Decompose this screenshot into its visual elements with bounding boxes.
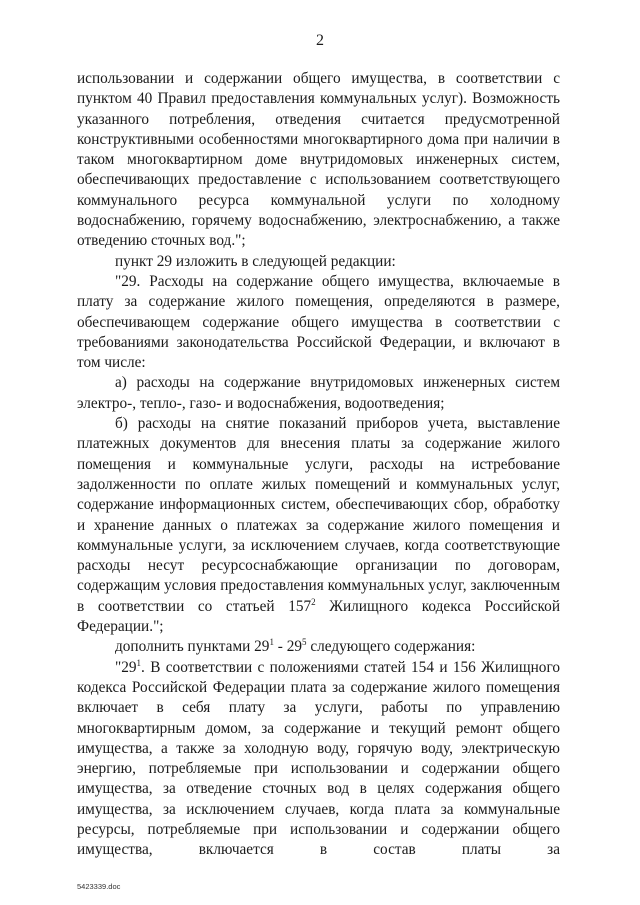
paragraph-item-29-intro: пункт 29 изложить в следующей редакции:: [115, 252, 396, 270]
subitem-b-text: б) расходы на снятие показаний приборов учета, выставление платежных документов для внесения платы за содержание жилого помещения и коммунальные услуги, расходы на истребование задолженности по оплате жилых помещений и коммунальных услуг, содержание информационных систем, обеспечивающих сбор, обработку и хранение данных о платежах за содержание жилого помещения и коммунальные услуги, за исключением случаев, когда соответствующие расходы несут ресурсоснабжающие организации по договорам, содержащим условия предоставления коммунальных услуг, заключенным в соответствии со статьей 157: [77, 415, 560, 615]
add-items-dash: - 29: [273, 638, 303, 656]
superscript: 2: [311, 596, 316, 607]
document-filename: 5423339.doc: [77, 882, 121, 891]
add-items-text-end: следующего содержания:: [306, 638, 476, 656]
superscript: 5: [302, 637, 307, 648]
paragraph-item-29: "29. Расходы на содержание общего имущества, включаемые в плату за содержание жилого помещения, определяются в размере, обеспечивающем содержание общего имущества в соответствии с требованиями законодательства Российской Федерации, и включают в том числе:: [77, 272, 560, 372]
superscript: 1: [269, 637, 274, 648]
subitem-b-text-end: Жилищного кодекса Российской Федерации.";: [77, 597, 560, 636]
paragraph-subitem-a: а) расходы на содержание внутридомовых инженерных систем электро-, тепло-, газо- и водоснабжения, водоотведения;: [77, 374, 560, 412]
item-29-1-number: "29: [115, 658, 137, 676]
paragraph-continuation: использовании и содержании общего имущества, в соответствии с пунктом 40 Правил предоставления коммунальных услуг). Возможность указанного потребления, отведения считается предусмотренной конструктивными особенностями многоквартирного дома при наличии в таком многоквартирном доме внутридомовых инженерных систем, обеспечивающих предоставление с использованием соответствующего коммунального ресурса коммунальной услуги по холодному водоснабжению, горячему водоснабжению, электроснабжению, а также отведению сточных вод.";: [77, 70, 560, 250]
superscript: 1: [136, 657, 142, 668]
paragraph-add-items: [77, 637, 560, 657]
add-items-text: дополнить пунктами 29: [115, 638, 270, 656]
paragraph-item-29-1: [77, 658, 560, 861]
paragraph-subitem-b: [77, 414, 560, 637]
page-number: 2: [316, 32, 324, 49]
item-29-1-text: . В соответствии с положениями статей 154 и 156 Жилищного кодекса Российской Федерации плата за содержание жилого помещения включает в себя плату за услуги, работы по управлению многоквартирным домом, за содержание и текущий ремонт общего имущества, а также за холодную воду, горячую воду, электрическую энергию, потребляемые при использовании и содержании общего имущества, за отведение сточных вод в целях содержания общего имущества, за исключением случаев, когда плата за коммунальные ресурсы, потребляемые при использовании и содержании общего имущества, включается в состав платы за: [77, 658, 560, 859]
document-body: [77, 69, 560, 861]
